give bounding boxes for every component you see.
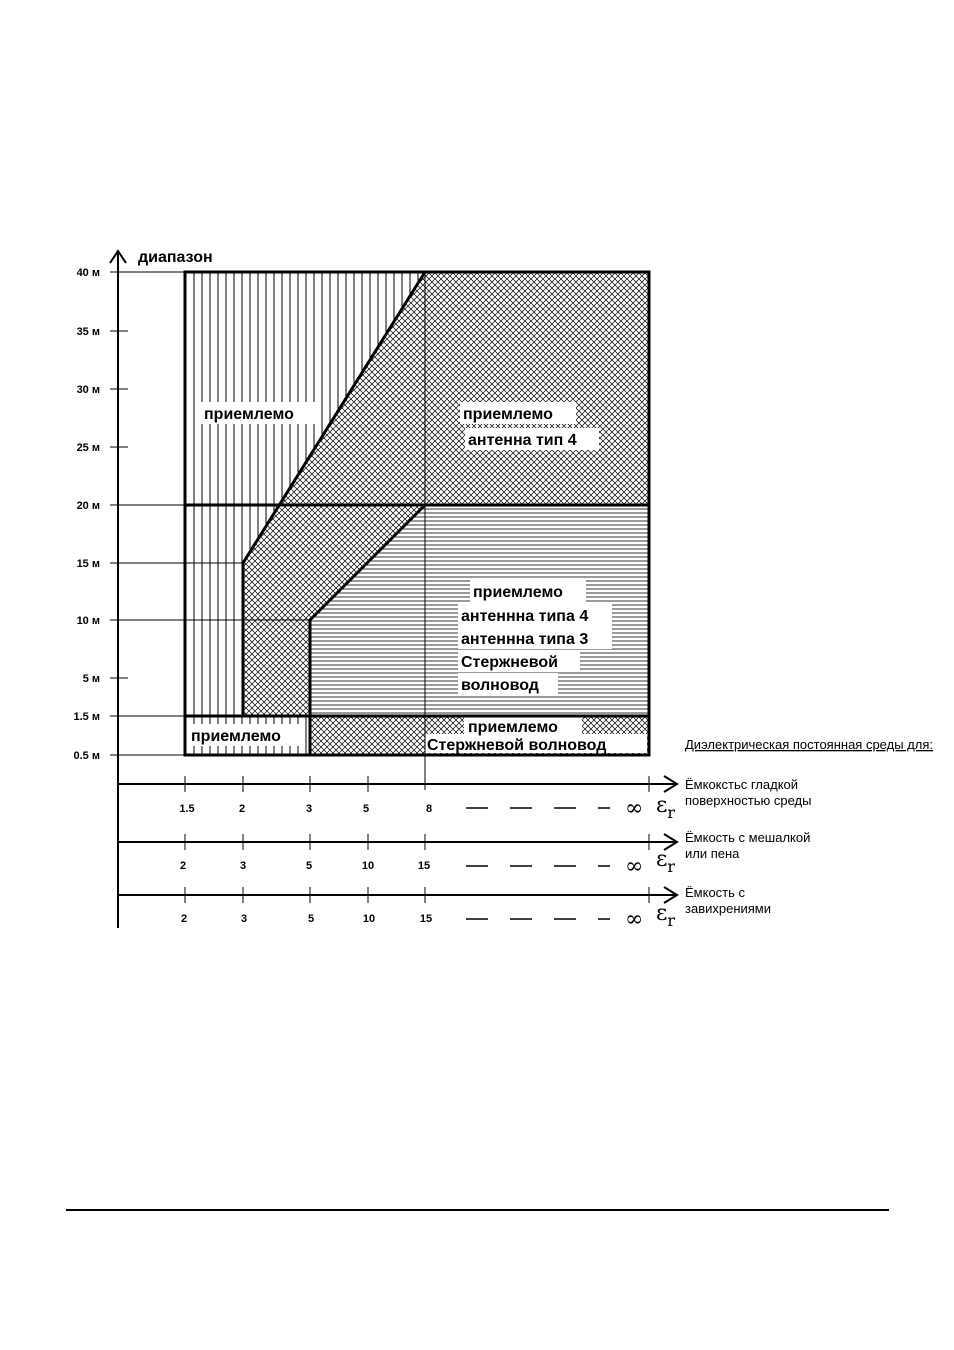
legend-title: Диэлектрическая постоянная среды для:	[685, 737, 933, 752]
axis-descriptions	[685, 777, 814, 916]
y-tick-label: 35 м	[76, 326, 100, 338]
x-tick-label: 10	[362, 913, 376, 925]
x-tick-label: 8	[425, 803, 433, 815]
label-top-right-2: антенна тип 4	[468, 432, 577, 449]
y-tick-label: 10 м	[76, 615, 100, 627]
y-tick-label: 40 м	[76, 267, 100, 279]
label-mid-right-1: приемлемо	[473, 584, 563, 601]
y-axis-gridlines	[110, 272, 185, 755]
y-tick-label: 25 м	[76, 442, 100, 454]
y-tick-label: 0.5 м	[73, 750, 100, 762]
infinity-symbol: ∞	[625, 907, 644, 932]
axis1-tick-labels	[179, 803, 432, 815]
axis3-tick-labels	[181, 913, 432, 925]
label-mid-right-2: антеннна типа 4	[461, 608, 589, 625]
x-tick-label: 5	[362, 803, 370, 815]
x-tick-label: 2	[179, 860, 187, 872]
region-crosshatch-top-right	[425, 272, 649, 505]
axis2-desc: Ёмкость с мешалкой или пена	[685, 830, 811, 861]
y-axis	[110, 251, 126, 928]
label-mid-right-3: антеннна типа 3	[461, 631, 589, 648]
axis1-desc: Ёмкокстьс гладкой поверхностью среды	[685, 777, 812, 808]
dielectric-axes	[118, 776, 677, 919]
x-tick-label: 3	[239, 860, 247, 872]
epsilon-symbol: $\varepsilon_r$	[656, 793, 676, 822]
label-bottom-left: приемлемо	[191, 728, 281, 745]
label-bottom-right-1: приемлемо	[468, 719, 558, 736]
x-tick-label: 2	[180, 913, 188, 925]
y-tick-label: 20 м	[76, 500, 100, 512]
footer-rule	[66, 1209, 889, 1211]
y-tick-label: 5 м	[82, 673, 100, 685]
x-tick-label: 3	[240, 913, 248, 925]
epsilon-symbol: $\varepsilon_r$	[656, 901, 676, 930]
y-tick-label: 30 м	[76, 384, 100, 396]
y-axis-title: диапазон	[138, 249, 213, 266]
y-tick-label: 15 м	[76, 558, 100, 570]
x-tick-label: 10	[361, 860, 375, 872]
axis-end-symbols	[625, 793, 675, 932]
label-bottom-right-2: Стержневой волновод	[427, 737, 607, 754]
x-tick-label: 15	[419, 913, 433, 925]
x-tick-label: 3	[305, 803, 313, 815]
x-tick-label: 15	[417, 860, 431, 872]
x-tick-label: 1.5	[179, 803, 195, 815]
infinity-symbol: ∞	[625, 796, 644, 821]
axis2-tick-labels	[180, 860, 430, 872]
x-tick-label: 5	[307, 913, 315, 925]
x-tick-label: 5	[305, 860, 313, 872]
infinity-symbol: ∞	[625, 854, 644, 879]
x-tick-label: 2	[238, 803, 246, 815]
y-tick-label: 1.5 м	[73, 711, 100, 723]
y-axis-tick-labels	[74, 267, 101, 762]
epsilon-symbol: $\varepsilon_r$	[656, 847, 676, 876]
label-mid-right-5: волновод	[461, 677, 539, 694]
axis3-desc: Ёмкость с завихрениями	[685, 885, 771, 916]
label-top-left: приемлемо	[204, 406, 294, 423]
label-mid-right-4: Стержневой	[461, 654, 558, 671]
label-top-right-1: приемлемо	[463, 406, 553, 423]
